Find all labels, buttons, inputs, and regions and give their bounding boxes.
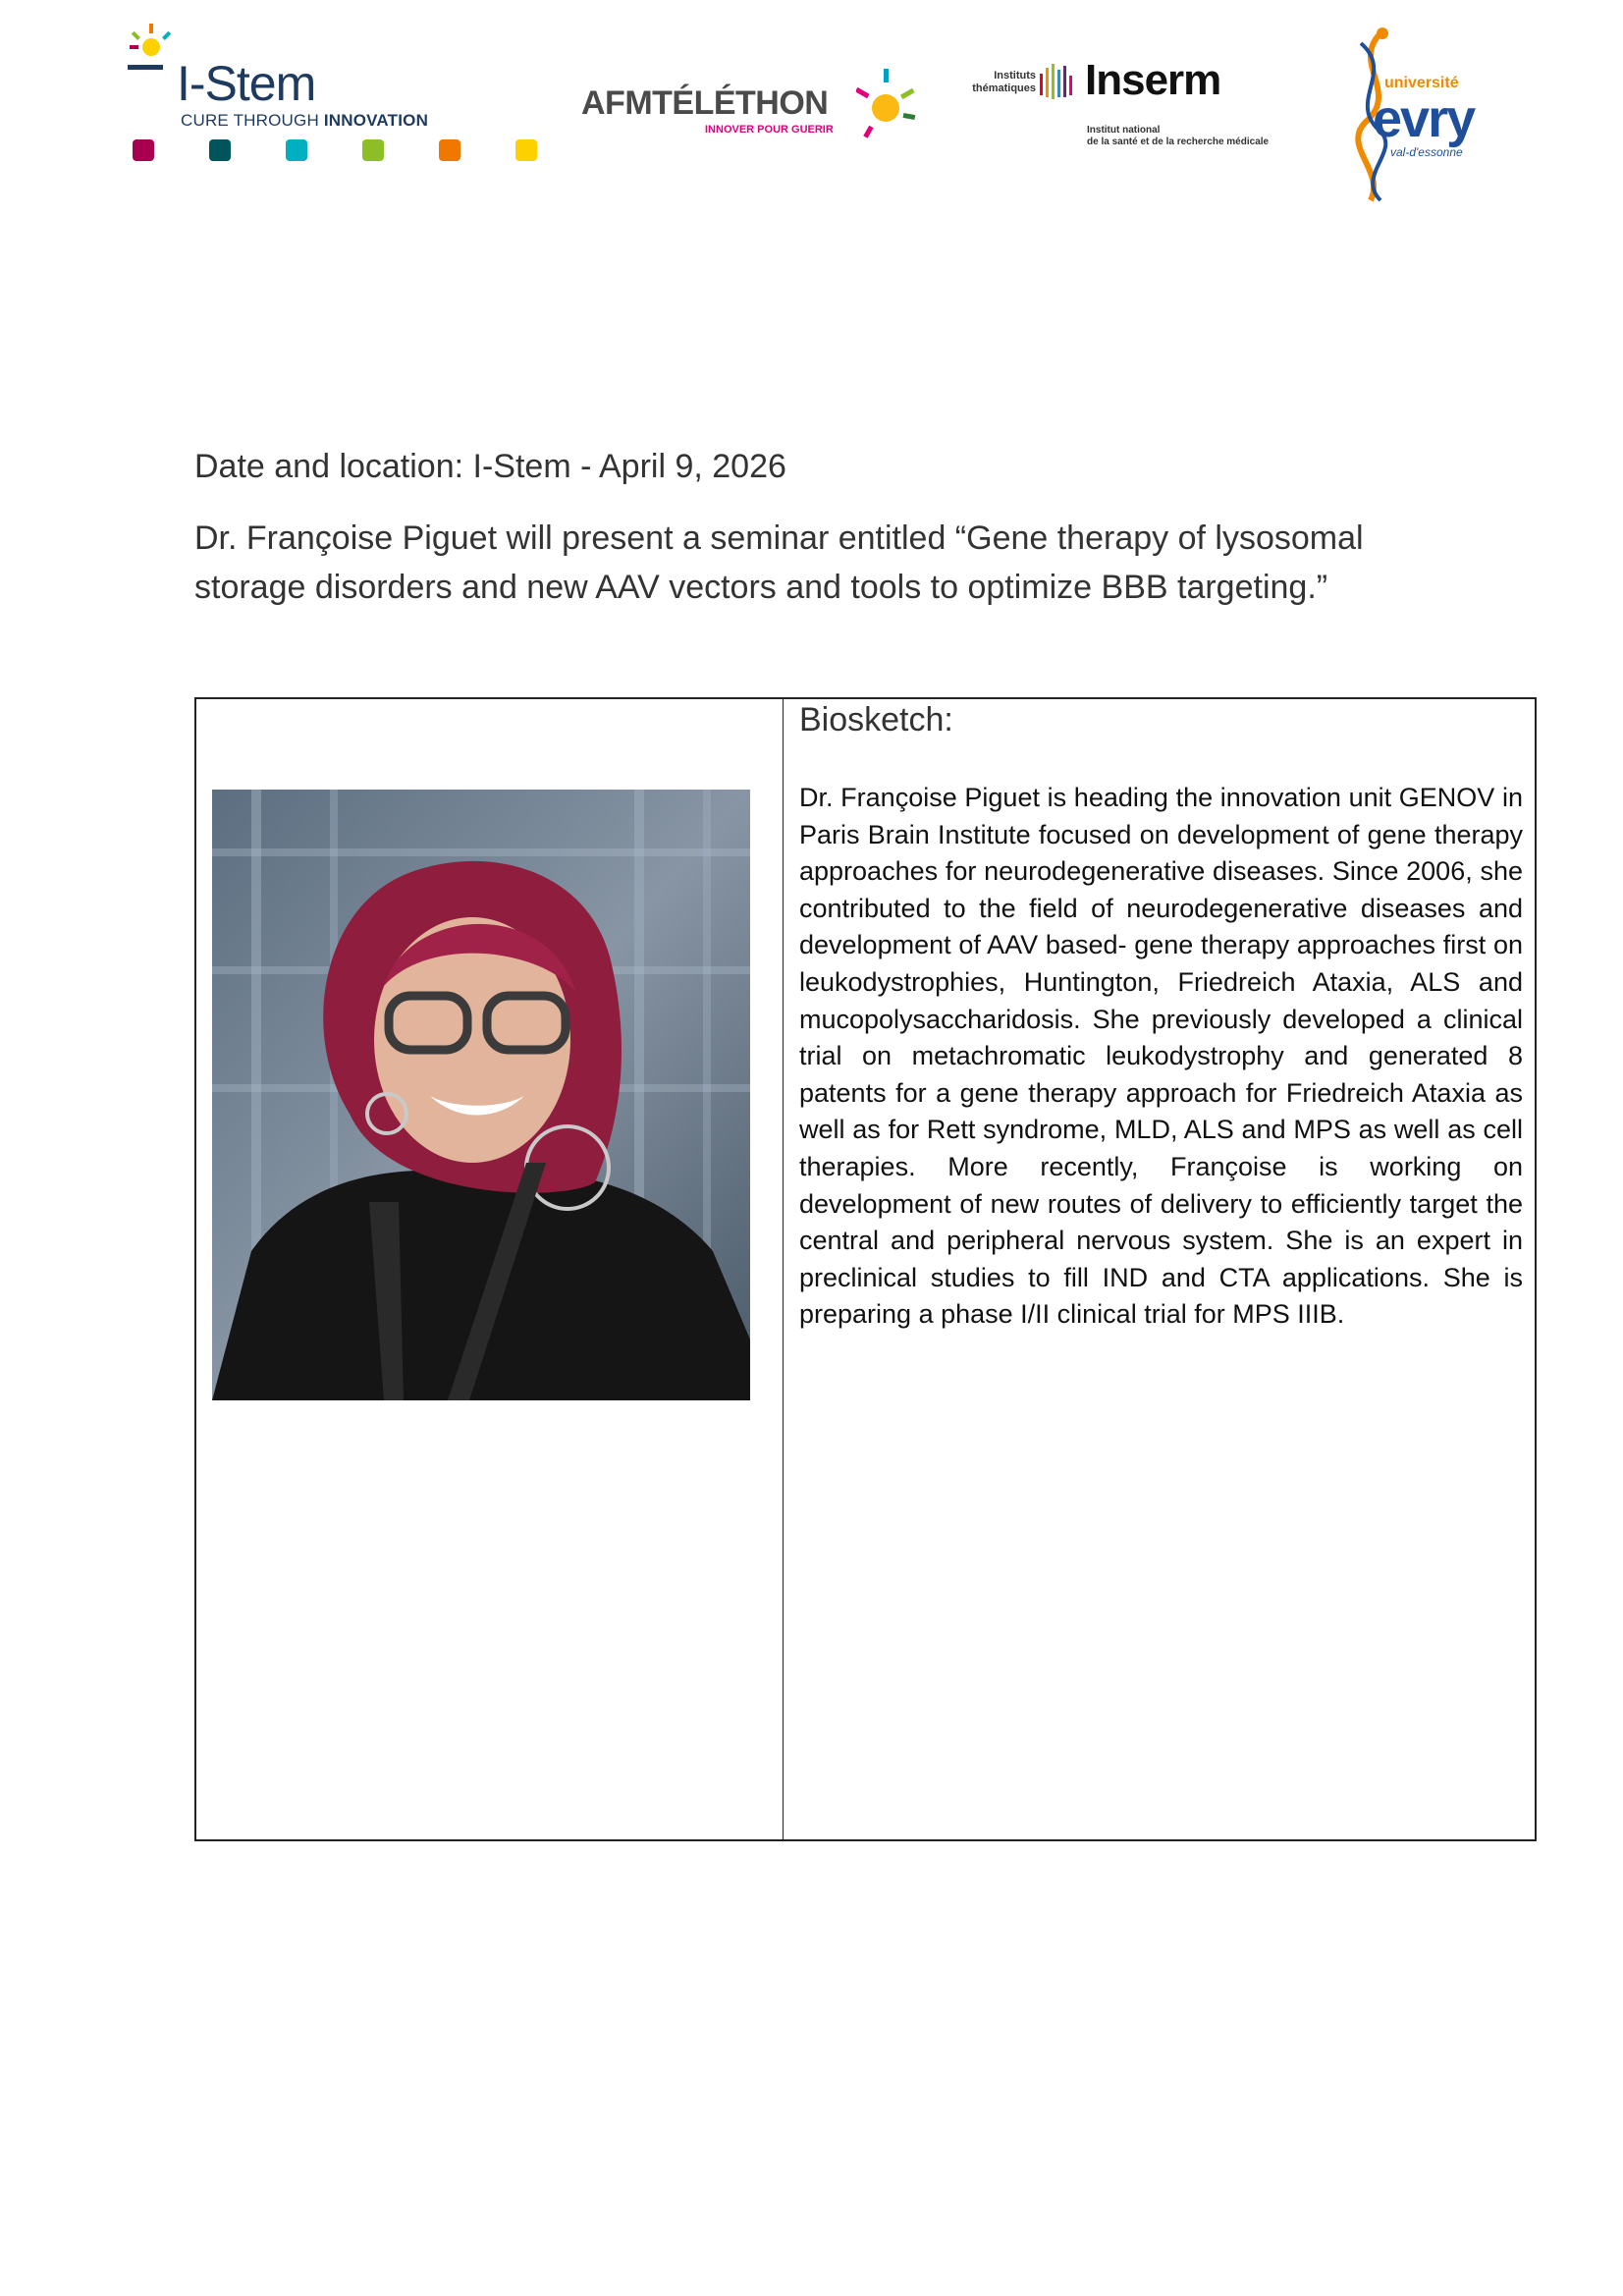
istem-sun-icon <box>126 18 185 96</box>
istem-color-square <box>209 139 231 161</box>
evry-top-label: université <box>1384 75 1459 91</box>
inserm-name: Inserm <box>1085 56 1221 104</box>
inserm-subtitle <box>1087 125 1283 148</box>
inserm-sub-line2: de la santé et de la recherche médicale <box>1087 137 1270 147</box>
afm-title: AFMTÉLÉTHON <box>581 84 829 122</box>
istem-logo <box>126 18 558 185</box>
speaker-photo <box>212 790 750 1400</box>
date-location: Date and location: I-Stem - April 9, 2026 <box>194 448 786 485</box>
istem-color-square <box>439 139 460 161</box>
seminar-line-1: Dr. Françoise Piguet will present a seminar entitled “Gene therapy of lysosomal <box>194 519 1364 557</box>
istem-color-square <box>133 139 154 161</box>
afm-telethon-logo <box>579 61 933 149</box>
seminar-line-2: storage disorders and new AAV vectors and tools to optimize BBB targeting.” <box>194 569 1328 606</box>
istem-name: I-Stem <box>177 56 316 111</box>
evry-logo <box>1335 20 1492 211</box>
biosketch-text: Dr. Françoise Piguet is heading the innovation unit GENOV in Paris Brain Institute focused on development of gene therapy approaches for neurodegenerative diseases. Since 2006, she contributed to the field of neurodegenerative diseases and development of AAV based- gene therapy approaches first on leukodystrophies, Huntington, Friedreich Ataxia, ALS and mucopolysaccharidosis. She previously developed a clinical trial on metachromatic leukodystrophy and generated 8 patents for a gene therapy approach for Friedreich Ataxia as well as for Rett syndrome, MLD, ALS and MPS as well as cell therapies. More recently, Françoise is working on development of new routes of delivery to efficiently target the central and peripheral nervous system. She is an expert in preclinical studies to fill IND and CTA applications. She is preparing a phase I/II clinical trial for MPS IIIB. <box>799 783 1523 1330</box>
table-divider <box>783 699 784 1839</box>
inserm-label-line1: Instituts <box>994 70 1036 82</box>
istem-color-square <box>362 139 384 161</box>
inserm-logo <box>957 54 1281 162</box>
afm-subtitle: INNOVER POUR GUERIR <box>705 124 834 136</box>
inserm-bars-icon <box>1040 64 1075 103</box>
inserm-sub-line1: Institut national <box>1087 125 1161 136</box>
inserm-instituts-label <box>959 70 1036 95</box>
bio-table <box>194 697 1537 1841</box>
istem-color-square <box>286 139 307 161</box>
inserm-label-line2: thématiques <box>972 82 1036 94</box>
evry-bottom-label: val-d'essonne <box>1390 145 1463 159</box>
biosketch-title: Biosketch: <box>799 701 953 738</box>
istem-tagline-plain: CURE THROUGH <box>181 111 324 130</box>
istem-color-square <box>515 139 537 161</box>
afm-sun-icon <box>856 65 919 143</box>
evry-name: evry <box>1373 89 1475 148</box>
istem-tagline <box>181 111 428 131</box>
istem-tagline-bold: INNOVATION <box>323 111 429 130</box>
